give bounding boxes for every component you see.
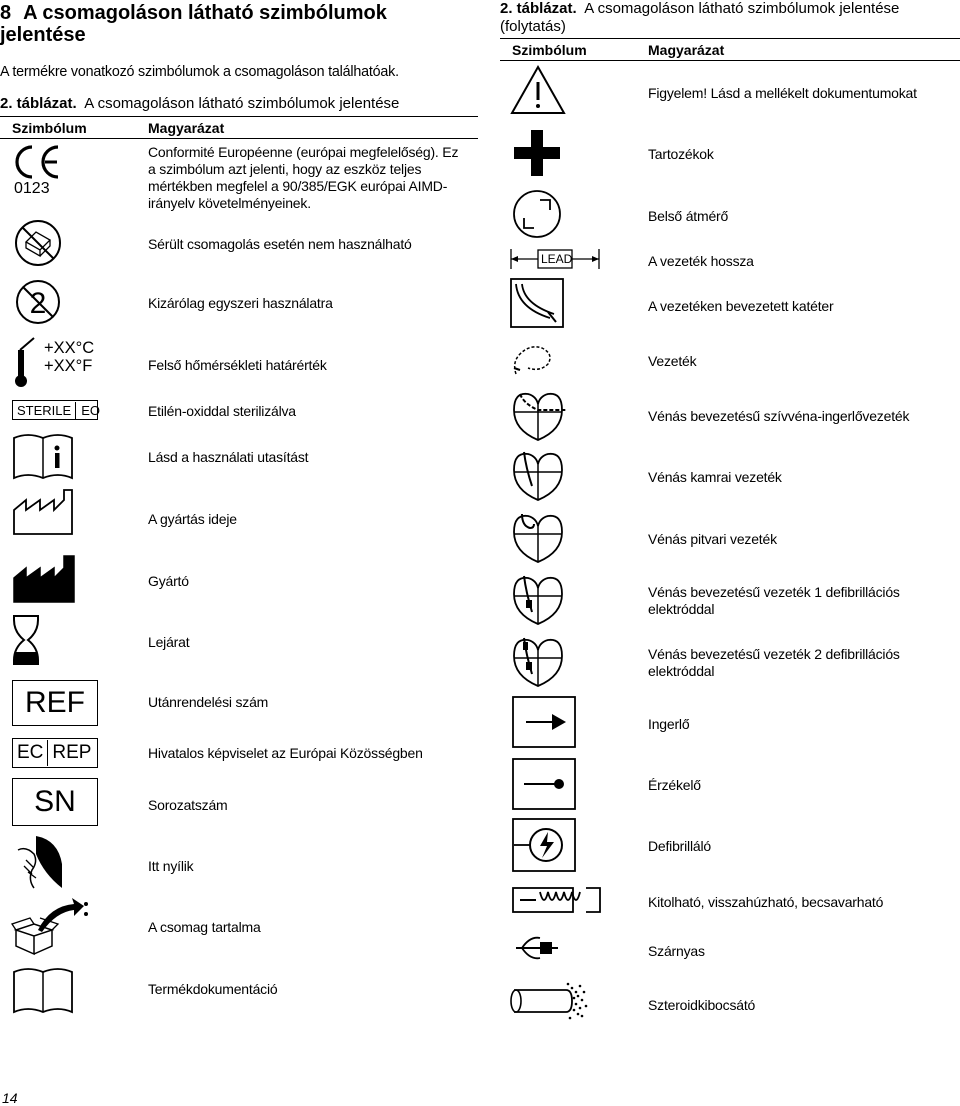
row-desc: Érzékelő bbox=[648, 777, 701, 793]
product-documentation-icon bbox=[12, 966, 74, 1016]
venous-coronary-lead-heart-icon bbox=[510, 390, 566, 442]
row-desc: Sorozatszám bbox=[148, 797, 228, 813]
ec-rep-label bbox=[12, 738, 98, 768]
ce-notified-body-number: 0123 bbox=[14, 180, 50, 197]
row-desc: Kizárólag egyszeri használatra bbox=[148, 295, 333, 311]
single-use-digit: 2 bbox=[29, 287, 47, 320]
table-header-divider bbox=[0, 138, 478, 139]
row-desc: Kitolható, visszahúzható, becsavarható bbox=[648, 894, 884, 910]
column-header-description: Magyarázat bbox=[148, 120, 225, 136]
row-desc: Szárnyas bbox=[648, 943, 705, 959]
lead-label: LEAD bbox=[541, 252, 573, 266]
single-use-icon bbox=[13, 278, 63, 326]
row-desc: Gyártó bbox=[148, 573, 189, 589]
row-desc: Vezeték bbox=[648, 353, 697, 369]
row-desc: Itt nyílik bbox=[148, 858, 194, 874]
table-header-divider bbox=[500, 60, 960, 61]
catheter-over-lead-icon bbox=[510, 278, 564, 328]
table-caption-text: A csomagoláson látható szimbólumok jelentése bbox=[84, 95, 400, 112]
ec-text: EC bbox=[13, 740, 48, 766]
open-here-icon bbox=[14, 834, 66, 890]
column-header-symbol: Szimbólum bbox=[512, 42, 587, 58]
row-desc: Vénás kamrai vezeték bbox=[648, 469, 782, 485]
row-desc: Defibrilláló bbox=[648, 838, 711, 854]
row-desc: Etilén-oxiddal sterilizálva bbox=[148, 403, 296, 419]
lead-length-icon bbox=[510, 247, 600, 271]
defibrillation-icon bbox=[512, 818, 576, 872]
table-divider bbox=[0, 116, 478, 117]
row-desc: A vezetéken bevezetett katéter bbox=[648, 298, 834, 314]
venous-lead-two-defib-coils-heart-icon bbox=[510, 636, 566, 688]
column-header-symbol: Szimbólum bbox=[12, 120, 87, 136]
section-number: 8 bbox=[0, 2, 12, 24]
table-divider bbox=[500, 38, 960, 39]
row-desc: Tartozékok bbox=[648, 146, 714, 162]
row-desc: Vénás bevezetésű szívvéna-ingerlővezeték bbox=[648, 408, 910, 424]
venous-atrial-lead-heart-icon bbox=[510, 512, 566, 564]
sensing-icon bbox=[512, 758, 576, 810]
sn-text: SN bbox=[34, 785, 76, 818]
venous-lead-one-defib-coil-heart-icon bbox=[510, 574, 566, 626]
venous-ventricular-lead-heart-icon bbox=[510, 450, 566, 502]
row-desc: Lásd a használati utasítást bbox=[148, 449, 309, 465]
ce-mark-icon bbox=[12, 144, 62, 180]
rep-text: REP bbox=[52, 742, 92, 763]
row-desc: Lejárat bbox=[148, 634, 190, 650]
page-number: 14 bbox=[2, 1090, 18, 1106]
inner-diameter-icon bbox=[510, 188, 564, 240]
steroid-eluting-icon bbox=[510, 980, 594, 1022]
instructions-book-icon bbox=[12, 432, 74, 482]
row-desc: Termékdokumentáció bbox=[148, 981, 278, 997]
warning-triangle-icon bbox=[510, 64, 566, 116]
thermometer-icon bbox=[12, 336, 42, 388]
column-header-description: Magyarázat bbox=[648, 42, 725, 58]
sterile-eo-label bbox=[12, 400, 98, 420]
row-desc: Vénás pitvari vezeték bbox=[648, 531, 777, 547]
ref-text: REF bbox=[25, 686, 85, 719]
sterile-text: STERILE bbox=[13, 402, 76, 419]
table-caption-right bbox=[500, 0, 960, 36]
row-desc: A csomag tartalma bbox=[148, 919, 261, 935]
manufacturer-icon bbox=[12, 554, 76, 604]
table-caption-left bbox=[0, 95, 399, 112]
tined-lead-icon bbox=[512, 930, 572, 966]
row-desc: Conformité Européenne (európai megfelelőség). Ez a szimbólum azt jelenti, hogy az eszköz teljes mértékben megfelel a 90/385/EGK európai AIMD-irányelv követelményeinek. bbox=[148, 144, 459, 211]
row-desc: Figyelem! Lásd a mellékelt dokumentumokat bbox=[648, 85, 917, 101]
eo-text: EO bbox=[81, 402, 100, 418]
row-desc: Vénás bevezetésű vezeték 2 defibrillációs elektróddal bbox=[648, 646, 900, 679]
screw-in-helix-icon bbox=[512, 882, 602, 918]
temp-fahrenheit: +XX°F bbox=[44, 357, 93, 375]
table-caption-text: A csomagoláson látható szimbólumok jelentése (folytatás) bbox=[500, 0, 900, 35]
row-desc: Felső hőmérsékleti határérték bbox=[148, 357, 327, 373]
row-desc: A vezeték hossza bbox=[648, 253, 754, 269]
accessories-plus-icon bbox=[512, 128, 562, 178]
ref-label bbox=[12, 680, 98, 726]
row-desc: A gyártás ideje bbox=[148, 511, 237, 527]
row-desc: Belső átmérő bbox=[648, 208, 729, 224]
row-desc: Utánrendelési szám bbox=[148, 694, 269, 710]
manufacture-date-icon bbox=[12, 488, 76, 536]
table-caption-number: 2. táblázat. bbox=[500, 0, 577, 17]
sn-label bbox=[12, 778, 98, 826]
row-desc: Ingerlő bbox=[648, 716, 690, 732]
temp-celsius: +XX°C bbox=[44, 339, 95, 357]
row-desc: Sérült csomagolás esetén nem használható bbox=[148, 236, 412, 252]
table-caption-number: 2. táblázat. bbox=[0, 95, 77, 112]
section-title-text: A csomagoláson látható szimbólumok jelentése bbox=[0, 2, 387, 46]
hourglass-icon bbox=[12, 614, 40, 666]
pacing-arrow-icon bbox=[512, 696, 576, 748]
row-desc: Szteroidkibocsátó bbox=[648, 997, 756, 1013]
lead-icon bbox=[510, 340, 556, 376]
damaged-package-icon bbox=[12, 218, 64, 268]
row-desc: Hivatalos képviselet az Európai Közösségben bbox=[148, 745, 423, 761]
package-contents-icon bbox=[12, 896, 92, 956]
row-desc: Vénás bevezetésű vezeték 1 defibrillációs elektróddal bbox=[648, 584, 900, 617]
section-title bbox=[0, 2, 460, 46]
intro-text: A termékre vonatkozó szimbólumok a csomagoláson találhatóak. bbox=[0, 64, 399, 80]
